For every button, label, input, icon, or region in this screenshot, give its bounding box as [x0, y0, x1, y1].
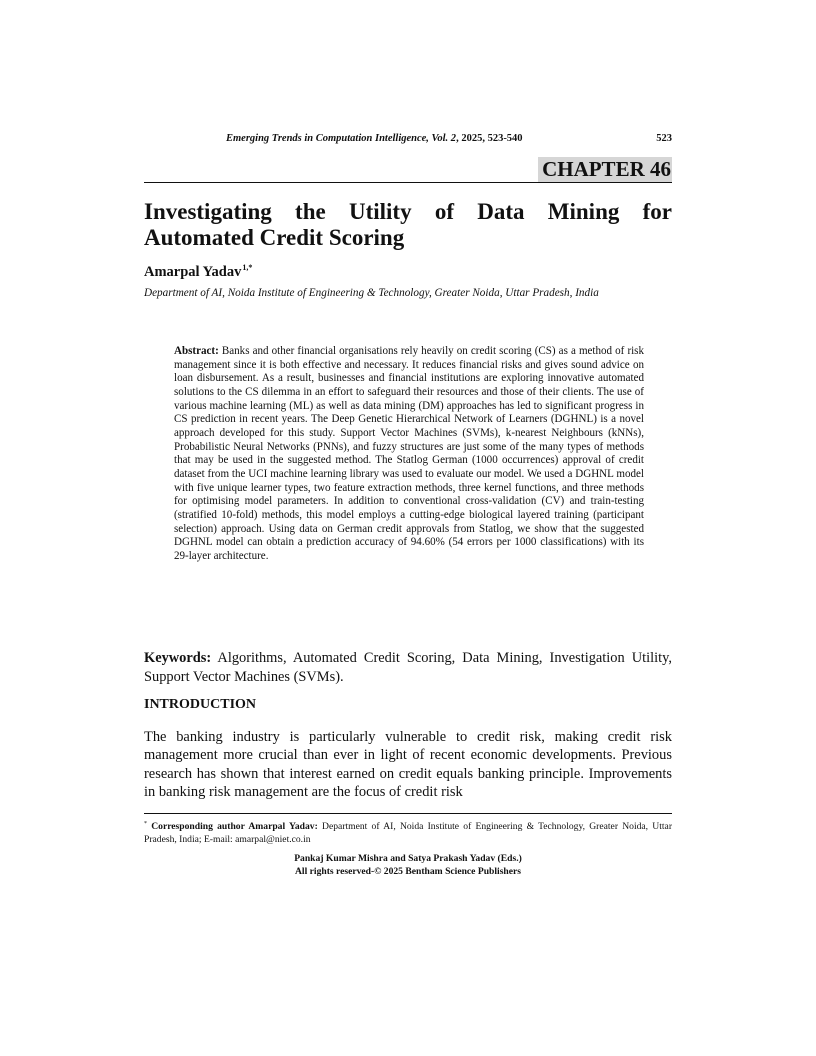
- chapter-label: CHAPTER 46: [538, 157, 672, 182]
- chapter-divider: [144, 182, 672, 183]
- editors-line: Pankaj Kumar Mishra and Satya Prakash Yadav (Eds.): [294, 853, 522, 864]
- keywords-label: Keywords:: [144, 650, 212, 666]
- author-name-text: Amarpal Yadav: [144, 264, 242, 280]
- article-title: [144, 199, 672, 251]
- journal-title: Emerging Trends in Computation Intelligence, Vol. 2: [226, 133, 457, 144]
- keywords: [144, 649, 672, 687]
- page-number: 523: [656, 133, 672, 144]
- journal-citation: [226, 133, 523, 144]
- abstract-label: Abstract:: [174, 345, 219, 357]
- footnote-divider: [144, 813, 672, 814]
- corresponding-author-footnote: [144, 818, 672, 846]
- abstract: [174, 345, 644, 564]
- footnote-mark: *: [144, 821, 147, 827]
- publisher-info: [144, 853, 672, 878]
- keywords-text: Algorithms, Automated Credit Scoring, Data Mining, Investigation Utility, Support Vector Machines (SVMs).: [144, 650, 672, 685]
- abstract-text: Banks and other financial organisations rely heavily on credit scoring (CS) as a method of risk management since it is both effective and necessary. It reduces financial risks and gives sound advice on loan disbursement. As a result, businesses and financial institutions are exploring innovative automated solutions to the CS dilemma in an effort to safeguard their resources and those of their clients. The use of various machine learning (ML) as well as data mining (DM) approaches has led to significant progress in CS prediction in recent years. The Deep Genetic Hierarchical Network of Learners (DGHNL) is a novel approach developed for this study. Support Vector Machines (SVMs), k-nearest Neighbours (kNNs), Probabilistic Neural Networks (PNNs), and fuzzy structures are just some of the many types of methods that may be used in the suggested method. The Statlog German (1000 occurrences) approval of credit dataset from the UCI machine learning library was used to evaluate our model. We used a DGHNL model with five unique learner types, two feature extraction methods, three kernel functions, and three methods for optimising model parameters. In addition to conventional cross-validation (CV) and train-testing (stratified 10-fold) methods, this model employs a cutting-edge biological layered training (participant selection) approach. Using data on German credit approvals from Statlog, we show that the suggested DGHNL model can obtain a prediction accuracy of 94.60% (54 errors per 1000 classifications) with its 29-layer architecture.: [174, 345, 645, 562]
- section-heading-introduction: INTRODUCTION: [144, 697, 257, 712]
- author-name: [144, 263, 252, 281]
- introduction-paragraph: The banking industry is particularly vulnerable to credit risk, making credit risk management more crucial than ever in light of recent economic developments. Previous research has shown that interest earned on credit equals banking principle. Improvements in banking risk management are the focus of credit risk: [144, 729, 672, 801]
- article-title-line-1: Investigating the Utility of Data Mining for: [144, 199, 672, 224]
- rights-line: All rights reserved-© 2025 Bentham Science Publishers: [294, 865, 522, 877]
- journal-details: , 2025, 523-540: [456, 133, 523, 144]
- footnote-label: Corresponding author Amarpal Yadav:: [151, 821, 318, 832]
- author-marks: 1,*: [242, 263, 253, 272]
- footnote-text: Department of AI, Noida Institute of Engineering & Technology, Greater Noida, Uttar Pradesh, India; E-mail: amarpal@niet.co.in: [144, 821, 673, 845]
- author-affiliation: Department of AI, Noida Institute of Engineering & Technology, Greater Noida, Uttar Pradesh, India: [144, 287, 599, 299]
- article-title-line-2: Automated Credit Scoring: [144, 225, 405, 250]
